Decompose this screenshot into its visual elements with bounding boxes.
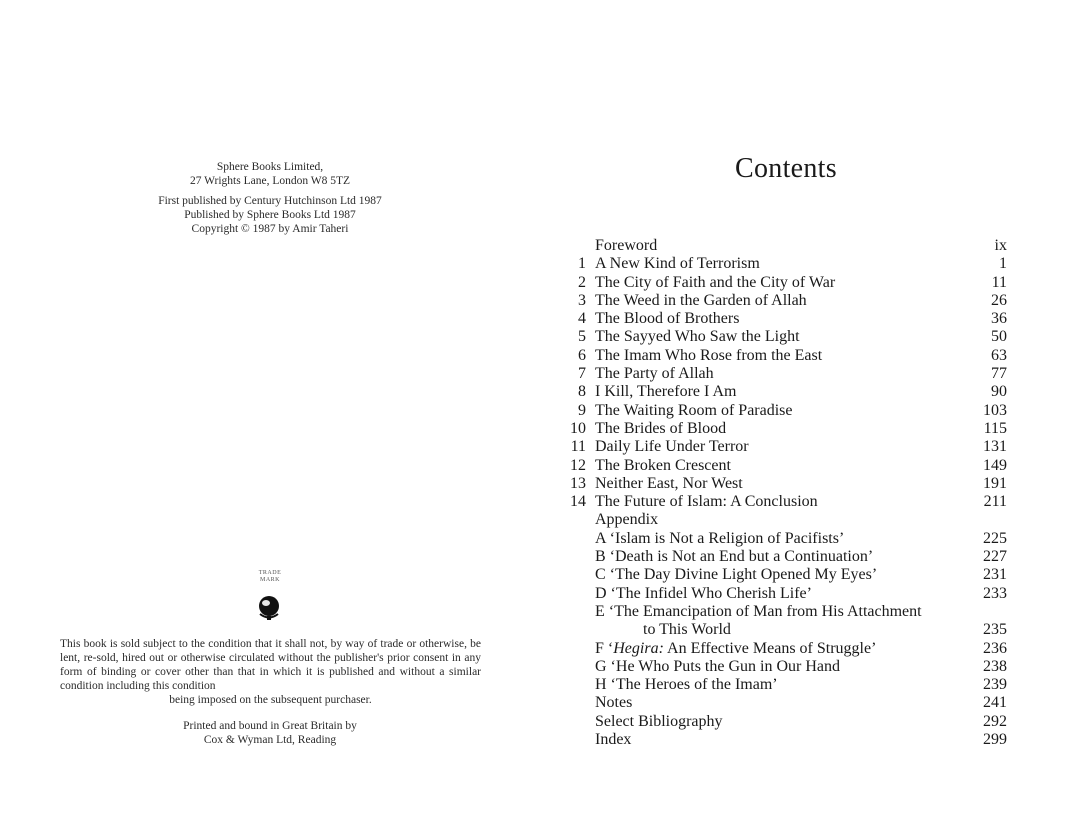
copyright-line: Copyright © 1987 by Amir Taheri — [191, 223, 349, 235]
page-number: 299 — [983, 731, 1007, 749]
entry-title: The Weed in the Garden of Allah — [595, 291, 807, 309]
entry-title: H ‘The Heroes of the Imam’ — [595, 676, 778, 694]
page-number: 50 — [991, 328, 1007, 346]
toc-entry — [555, 255, 1015, 273]
page-number: 233 — [983, 584, 1007, 602]
entry-title: E ‘The Emancipation of Man from His Attachment — [595, 602, 922, 620]
entry-title: Appendix — [595, 511, 659, 529]
toc-entry — [555, 694, 1015, 712]
printer-info: Printed and bound in Great Britain by Cox & Wyman Ltd, Reading — [183, 720, 357, 746]
entry-title-prefix: F ‘ — [595, 639, 614, 657]
toc-entry — [555, 621, 1015, 639]
page-number: 235 — [983, 621, 1007, 639]
entry-title: Select Bibliography — [595, 712, 723, 730]
page-number: 225 — [983, 529, 1007, 547]
entry-title: A New Kind of Terrorism — [595, 255, 760, 273]
chapter-number: 5 — [578, 328, 586, 346]
chapter-number: 11 — [570, 438, 586, 456]
entry-title: The Imam Who Rose from the East — [595, 346, 823, 364]
entry-title: The Sayyed Who Saw the Light — [595, 328, 800, 346]
entry-title: The Broken Crescent — [595, 456, 731, 474]
toc-entry — [555, 676, 1015, 694]
chapter-number: 4 — [578, 310, 586, 328]
entry-title: Index — [595, 731, 632, 749]
toc-entry — [555, 475, 1015, 493]
entry-title: Neither East, Nor West — [595, 474, 743, 492]
chapter-number: 3 — [578, 291, 586, 309]
imprint-line: First published by Century Hutchinson Ltd 1987 — [158, 195, 382, 207]
chapter-number: 9 — [578, 401, 586, 419]
page-number: 149 — [983, 456, 1007, 474]
entry-title — [595, 640, 876, 658]
toc-entry — [555, 402, 1015, 420]
entry-title-italic: Hegira: — [613, 639, 664, 657]
page-number: 236 — [983, 639, 1007, 657]
page-number: 103 — [983, 401, 1007, 419]
trademark-label: TRADE MARK — [258, 570, 282, 583]
toc-entry — [555, 328, 1015, 346]
conditions-text: This book is sold subject to the condition that it shall not, by way of trade or otherwise, be lent, re-sold, hired out or otherwise circulated without the publisher's prior consent in any form of binding or cover other than that in which it is published and without a similar condition including this condition — [60, 638, 481, 692]
entry-title: The Future of Islam: A Conclusion — [595, 493, 818, 511]
toc-entry — [555, 603, 1015, 621]
toc-entry — [555, 347, 1015, 365]
toc-entry — [555, 585, 1015, 603]
toc-entry — [555, 511, 1015, 529]
toc-entry — [555, 548, 1015, 566]
entry-title: C ‘The Day Divine Light Opened My Eyes’ — [595, 566, 878, 584]
page-number: 26 — [991, 291, 1007, 309]
conditions-last-line: being imposed on the subsequent purchaser. — [169, 694, 372, 706]
entry-title: The Blood of Brothers — [595, 310, 740, 328]
entry-title: A ‘Islam is Not a Religion of Pacifists’ — [595, 529, 845, 547]
chapter-number: 12 — [570, 456, 586, 474]
page-number: 11 — [991, 273, 1007, 291]
page-number: 239 — [983, 676, 1007, 694]
chapter-number: 10 — [570, 419, 586, 437]
imprint-line: Sphere Books Limited, — [216, 161, 324, 173]
page-number: 241 — [983, 694, 1007, 712]
imprint-line: Published by Sphere Books Ltd 1987 — [184, 209, 356, 221]
entry-title: G ‘He Who Puts the Gun in Our Hand — [595, 657, 841, 675]
toc-entry — [555, 640, 1015, 658]
entry-title: Daily Life Under Terror — [595, 438, 749, 456]
toc-entry — [555, 274, 1015, 292]
toc-entry — [555, 237, 1015, 255]
entry-title: D ‘The Infidel Who Cherish Life’ — [595, 584, 812, 602]
sale-conditions — [60, 637, 481, 707]
toc-entry — [555, 713, 1015, 731]
page-number: ix — [994, 237, 1007, 254]
toc-entry — [555, 566, 1015, 584]
entry-title: The City of Faith and the City of War — [595, 273, 836, 291]
page-number: 77 — [991, 365, 1007, 383]
toc-entry — [555, 658, 1015, 676]
entry-title: The Waiting Room of Paradise — [595, 401, 793, 419]
page-number: 63 — [991, 346, 1007, 364]
toc-entry — [555, 493, 1015, 511]
publisher-imprint — [130, 160, 410, 236]
page-number: 292 — [983, 712, 1007, 730]
entry-title: I Kill, Therefore I Am — [595, 383, 737, 401]
toc-entry — [555, 292, 1015, 310]
chapter-number: 6 — [578, 346, 586, 364]
chapter-number: 13 — [570, 474, 586, 492]
chapter-number: 2 — [578, 273, 586, 291]
entry-title-rest: An Effective Means of Struggle’ — [663, 639, 877, 657]
chapter-number: 8 — [578, 383, 586, 401]
page-number: 90 — [991, 383, 1007, 401]
toc-entry — [555, 438, 1015, 456]
entry-title: Notes — [595, 694, 633, 712]
page-number: 36 — [991, 310, 1007, 328]
toc-entry — [555, 365, 1015, 383]
contents-title: Contents — [735, 153, 837, 184]
chapter-number: 1 — [578, 255, 586, 273]
toc-entry — [555, 731, 1015, 749]
globe-icon — [256, 594, 284, 622]
toc-entry — [555, 457, 1015, 475]
chapter-number: 7 — [578, 365, 586, 383]
entry-title: The Party of Allah — [595, 365, 714, 383]
page-number: 231 — [983, 566, 1007, 584]
imprint-line: 27 Wrights Lane, London W8 5TZ — [189, 175, 351, 187]
entry-title: The Brides of Blood — [595, 419, 727, 437]
page-number: 238 — [983, 657, 1007, 675]
page-number: 131 — [983, 438, 1007, 456]
page-number: 227 — [983, 548, 1007, 566]
entry-title: to This World — [643, 621, 731, 639]
page-number: 115 — [983, 419, 1007, 437]
toc-entry — [555, 420, 1015, 438]
toc-entry — [555, 383, 1015, 401]
entry-title: B ‘Death is Not an End but a Continuation’ — [595, 548, 874, 566]
page-number: 191 — [983, 474, 1007, 492]
toc-entry — [555, 530, 1015, 548]
toc-entry — [555, 310, 1015, 328]
page-number: 211 — [983, 493, 1007, 511]
page-number: 1 — [999, 255, 1007, 273]
chapter-number: 14 — [570, 493, 586, 511]
entry-title: Foreword — [595, 237, 658, 254]
table-of-contents — [555, 237, 1015, 749]
